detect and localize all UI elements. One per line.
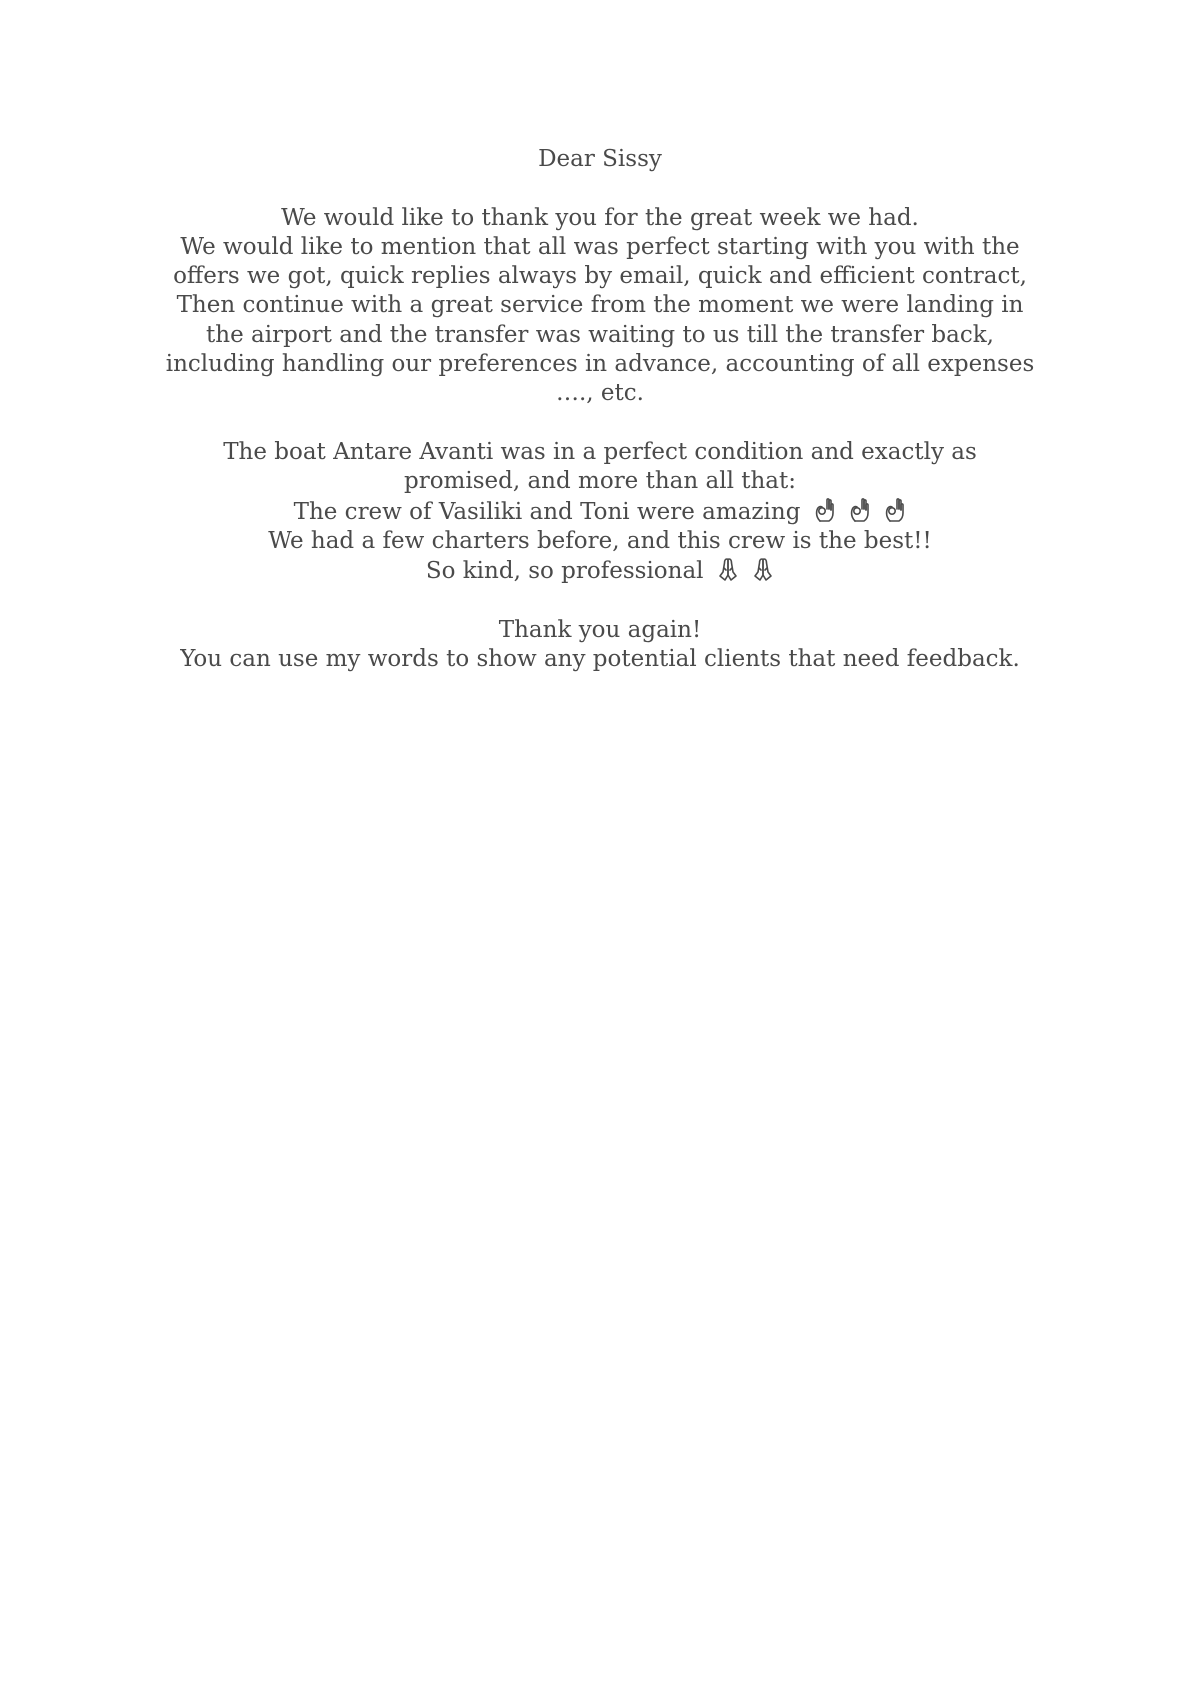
paragraph-2-line-2: promised, and more than all that: <box>403 468 796 495</box>
paragraph-1-line-3: offers we got, quick replies always by email, quick and efficient contract, <box>173 263 1027 290</box>
paragraph-gap <box>150 174 1050 203</box>
ok-hand-icon <box>814 497 836 523</box>
paragraph-gap <box>150 409 1050 438</box>
praying-hands-icon <box>717 556 739 582</box>
paragraph-1-line-1: We would like to thank you for the great week we had. <box>281 204 919 231</box>
paragraph-1-line-7: …., etc. <box>556 380 644 407</box>
paragraph-1-line-5: the airport and the transfer was waiting to us till the transfer back, <box>206 321 994 348</box>
paragraph-1-line-4: Then continue with a great service from the moment we were landing in <box>176 292 1024 319</box>
salutation: Dear Sissy <box>538 146 662 172</box>
paragraph-2-line-1: The boat Antare Avanti was in a perfect condition and exactly as <box>223 438 977 465</box>
ok-hand-icon <box>884 497 906 523</box>
feedback-letter <box>150 145 1050 674</box>
paragraph-2-line-5 <box>150 556 1050 586</box>
closing-permission: You can use my words to show any potential clients that need feedback. <box>180 646 1020 673</box>
ok-hand-icon <box>849 497 871 523</box>
paragraph-1-line-6: including handling our preferences in advance, accounting of all expenses <box>165 351 1035 378</box>
crew-praise-text: The crew of Vasiliki and Toni were amazing <box>293 498 801 525</box>
praying-hands-icon <box>752 556 774 582</box>
kind-professional-text: So kind, so professional <box>425 558 704 585</box>
paragraph-2-line-4: We had a few charters before, and this crew is the best!! <box>268 527 932 554</box>
paragraph-2-line-3 <box>150 497 1050 527</box>
paragraph-gap <box>150 586 1050 615</box>
closing-thanks: Thank you again! <box>498 616 702 643</box>
paragraph-1-line-2: We would like to mention that all was perfect starting with you with the <box>180 233 1020 260</box>
